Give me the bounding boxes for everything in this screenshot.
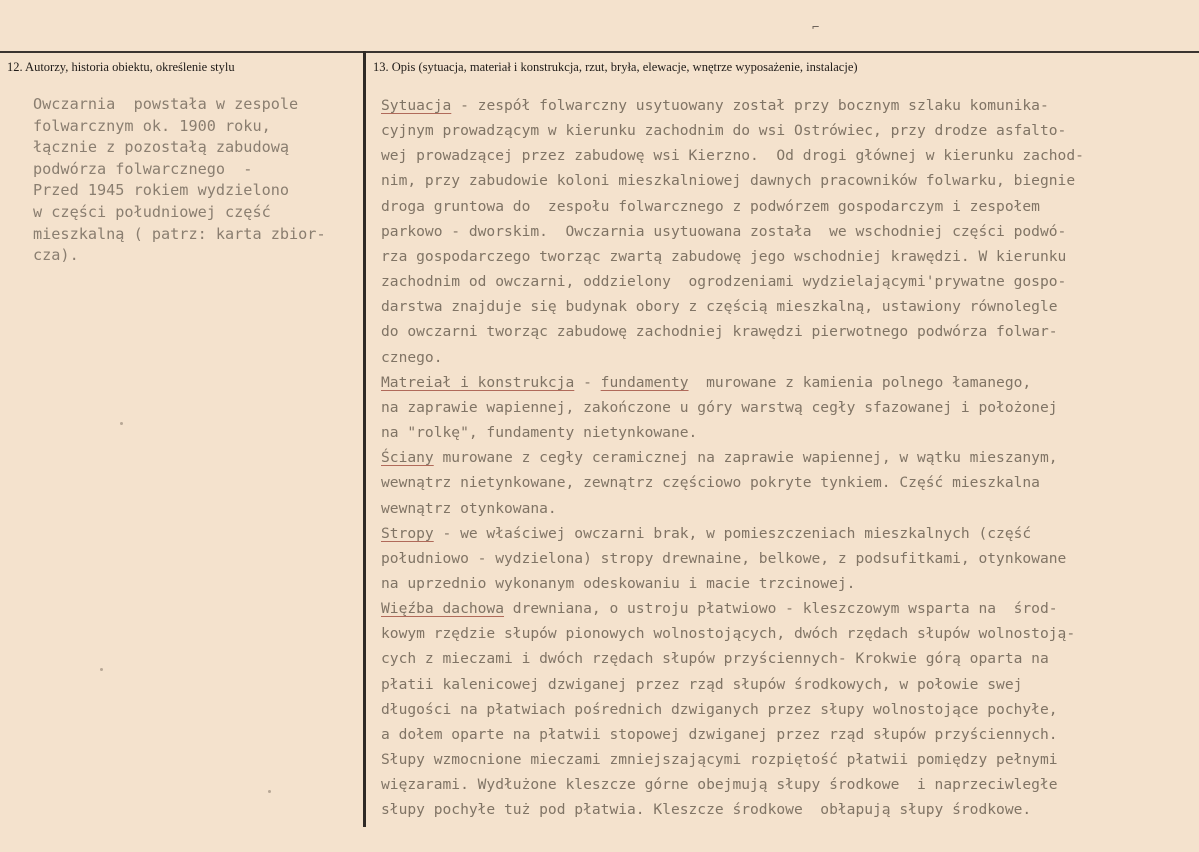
top-rule	[0, 51, 1199, 53]
section-13-heading: 13. Opis (sytuacja, materiał i konstrukcja, rzut, bryła, elewacje, wnętrze wyposażenie, instalacje)	[373, 60, 858, 74]
text-segment: więzarami. Wydłużone kleszcze górne obejmują słupy środkowe i naprzeciwległe	[381, 776, 1058, 794]
text-segment: - zespół folwarczny usytuowany został przy bocznym szlaku komunika-	[451, 97, 1049, 114]
text-line	[381, 596, 1181, 621]
text-line	[381, 345, 1181, 370]
text-line	[381, 571, 1181, 596]
text-line	[381, 294, 1181, 319]
text-segment: -	[574, 373, 601, 391]
description-text	[381, 93, 1181, 823]
text-line	[381, 168, 1181, 193]
text-segment: cyjnym prowadzącym w kierunku zachodnim do wsi Ostrówiec, przy drodze asfalto-	[381, 122, 1067, 140]
text-segment: kowym rzędzie słupów pionowych wolnostojących, dwóch rzędach słupów wolnostoją-	[381, 625, 1076, 643]
text-line	[381, 621, 1181, 646]
text-line	[381, 319, 1181, 344]
text-line	[381, 118, 1181, 143]
text-line	[381, 93, 1181, 118]
text-segment: rza gospodarczego tworząc zwartą zabudowę jego wschodniej krawędzi. W kierunku	[381, 247, 1067, 265]
text-line: w części południowej część	[33, 202, 271, 221]
text-line: Owczarnia powstała w zespole	[33, 95, 299, 113]
text-line	[381, 672, 1181, 697]
page-mark: ⌐	[812, 20, 820, 34]
text-segment: południowo - wydzielona) stropy drewnaine, belkowe, z podsufitkami, otynkowane	[381, 549, 1067, 567]
underlined-heading: Ściany	[381, 449, 434, 467]
text-segment: darstwa znajduje się budynak obory z częścią mieszkalną, ustawiony równolegle	[381, 298, 1058, 316]
text-line	[381, 546, 1181, 571]
text-line: mieszkalną ( patrz: karta zbior-	[33, 224, 326, 243]
text-segment: Słupy wzmocnione mieczami zmniejszającymi rozpiętość płatwii pomiędzy pełnymi	[381, 751, 1058, 769]
underlined-heading: Matreiał i konstrukcja	[381, 373, 575, 391]
text-segment: płatii kalenicowej dzwiganej przez rząd słupów środkowych, w połowie swej	[381, 675, 1023, 693]
text-segment: wewnątrz otynkowana.	[381, 499, 557, 517]
text-line: łącznie z pozostałą zabudową	[33, 138, 290, 157]
authors-history-text	[33, 94, 358, 267]
text-line	[381, 269, 1181, 294]
text-line: podwórza folwarcznego -	[33, 159, 253, 178]
text-line	[381, 143, 1181, 168]
underlined-heading: fundamenty	[600, 373, 689, 391]
underlined-heading: Sytuacja	[381, 97, 452, 114]
section-12-heading: 12. Autorzy, historia obiektu, określenie stylu	[7, 60, 235, 74]
column-divider	[363, 51, 366, 827]
text-line	[381, 219, 1181, 244]
text-line	[381, 395, 1181, 420]
text-segment: nim, przy zabudowie koloni mieszkalniowej dawnych pracowników folwarku, biegnie	[381, 172, 1076, 190]
text-segment: na "rolkę", fundamenty nietynkowane.	[381, 424, 698, 442]
text-line	[381, 747, 1181, 772]
paper-speck	[268, 790, 271, 793]
text-line	[381, 420, 1181, 445]
text-line: folwarcznym ok. 1900 roku,	[33, 116, 271, 135]
text-segment: parkowo - dworskim. Owczarnia usytuowana została we wschodniej części podwó-	[381, 222, 1067, 240]
text-segment: do owczarni tworząc zabudowę zachodniej krawędzi pierwotnego podwórza folwar-	[381, 323, 1058, 341]
paper-speck	[120, 422, 123, 425]
text-segment: długości na płatwiach pośrednich dzwiganych przez słupy wolnostojące pochyłe,	[381, 700, 1058, 718]
text-segment: murowane z cegły ceramicznej na zaprawie wapiennej, w wątku mieszanym,	[433, 449, 1058, 467]
text-line	[381, 194, 1181, 219]
text-segment: - we właściwej owczarni brak, w pomieszczeniach mieszkalnych (część	[433, 524, 1032, 542]
text-line: Przed 1945 rokiem wydzielono	[33, 181, 290, 200]
text-segment: a dołem oparte na płatwii stopowej dzwiganej przez rząd słupów przyściennych.	[381, 725, 1058, 743]
text-line	[381, 772, 1181, 797]
text-line	[381, 722, 1181, 747]
text-segment: cznego.	[381, 348, 443, 366]
paper-speck	[100, 668, 103, 671]
text-segment: na zaprawie wapiennej, zakończone u góry warstwą cegły sfazowanej i położonej	[381, 398, 1058, 416]
text-segment: drewniana, o ustroju płatwiowo - kleszczowym wsparta na środ-	[504, 600, 1058, 618]
text-segment: słupy pochyłe tuż pod płatwia. Kleszcze środkowe obłapują słupy środkowe.	[381, 801, 1032, 819]
text-line	[381, 521, 1181, 546]
underlined-heading: Stropy	[381, 524, 434, 542]
text-line: cza).	[33, 246, 79, 265]
text-segment: cych z mieczami i dwóch rzędach słupów przyściennych- Krokwie górą oparta na	[381, 650, 1049, 668]
text-segment: zachodnim od owczarni, oddzielony ogrodzeniami wydzielającymi'prywatne gospo-	[381, 273, 1067, 291]
text-line	[381, 697, 1181, 722]
text-line	[381, 244, 1181, 269]
text-segment: droga gruntowa do zespołu folwarcznego z podwórzem gospodarczym i zespołem	[381, 197, 1040, 215]
text-line	[381, 646, 1181, 671]
text-line	[381, 797, 1181, 822]
text-segment: wej prowadzącej przez zabudowę wsi Kierzno. Od drogi głównej w kierunku zachod-	[381, 147, 1084, 165]
text-segment: wewnątrz nietynkowane, zewnątrz częściowo pokryte tynkiem. Część mieszkalna	[381, 474, 1040, 492]
text-line	[381, 445, 1181, 470]
text-segment: murowane z kamienia polnego łamanego,	[688, 373, 1032, 391]
text-line	[381, 470, 1181, 495]
underlined-heading: Więźba dachowa	[381, 600, 505, 618]
text-line	[381, 496, 1181, 521]
text-segment: na uprzednio wykonanym odeskowaniu i macie trzcinowej.	[381, 574, 856, 592]
text-line	[381, 370, 1181, 395]
